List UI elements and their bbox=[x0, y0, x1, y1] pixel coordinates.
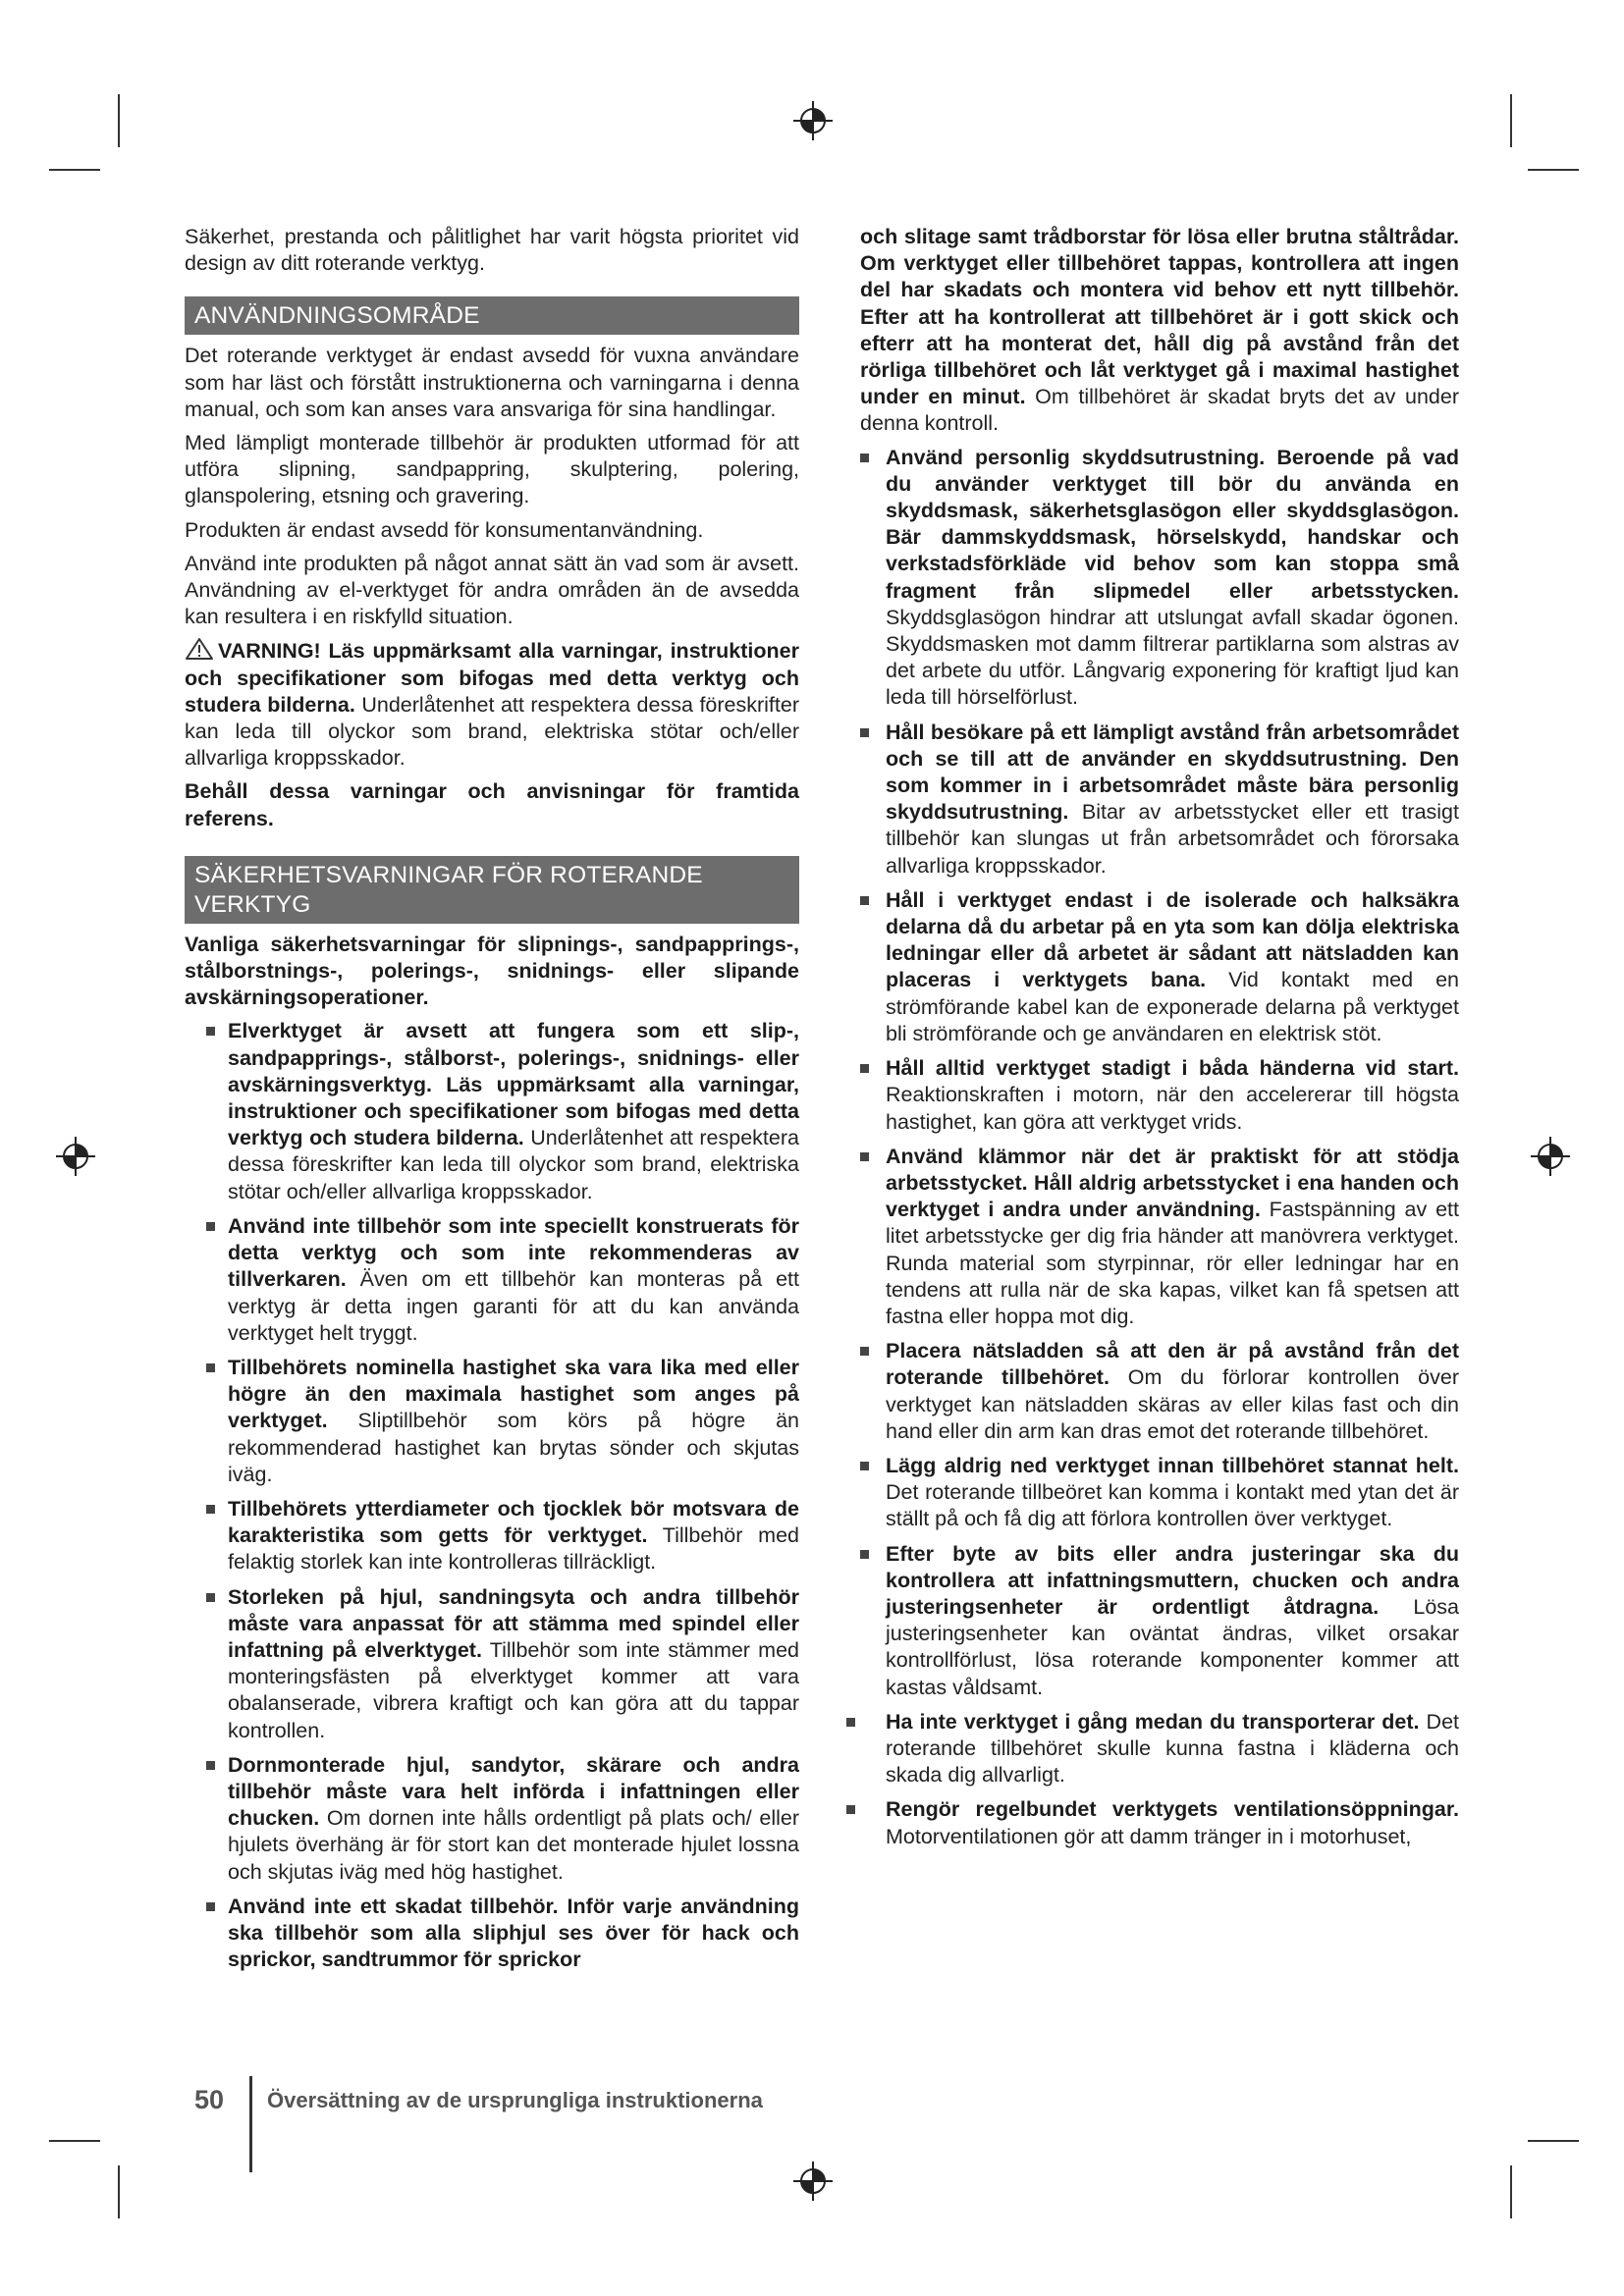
registration-mark-icon bbox=[791, 2160, 835, 2203]
continued-paragraph bbox=[860, 224, 1459, 438]
continued-text: Om tillbehöret är skadat bryts det av under denna kontroll. bbox=[860, 385, 1460, 436]
item-bold: Håll besökare på ett lämpligt avstånd från arbetsområdet och se till att de använder en skyddsutrustning. Den som kommer in i arbetsområdet måste bära personlig skyddsutrustning. bbox=[886, 720, 1459, 825]
usage-paragraph: Använd inte produkten på något annat sätt än vad som är avsett. Användning av el-verktyget för andra områden än de avsedda kan resultera i en riskfylld situation. bbox=[185, 551, 799, 629]
list-item bbox=[860, 887, 1459, 1047]
item-bold: Storleken på hjul, sandningsyta och andra tillbehör måste vara anpassat för att stämma med spindel eller infattning på elverktyget. bbox=[228, 1584, 799, 1662]
item-text: Även om ett tillbehör kan monteras på ett verktyg är detta ingen garanti för att du kan använda verktyget helt tryggt. bbox=[228, 1267, 799, 1345]
bullet-square-icon bbox=[860, 1550, 869, 1559]
list-item bbox=[192, 1213, 799, 1347]
crop-mark bbox=[49, 169, 100, 171]
bullet-square-icon bbox=[206, 1363, 215, 1372]
bullet-square-icon bbox=[206, 1222, 215, 1231]
list-item bbox=[860, 1541, 1459, 1701]
footer-title: Översättning av de ursprungliga instruktionerna bbox=[267, 2088, 763, 2112]
list-item bbox=[192, 1355, 799, 1488]
left-column bbox=[185, 224, 799, 1981]
item-bold: Lägg aldrig ned verktyget innan tillbehöret stannat helt. bbox=[886, 1453, 1459, 1477]
list-item bbox=[192, 1018, 799, 1204]
crop-mark bbox=[1510, 2165, 1512, 2218]
item-text: Underlåtenhet att respektera dessa föreskrifter kan leda till olyckor som brand, elektriska stötar och/eller allvarliga kroppsskador. bbox=[228, 1126, 799, 1203]
list-item bbox=[846, 1709, 1459, 1789]
safety-list bbox=[185, 1018, 799, 1973]
bullet-square-icon bbox=[206, 1027, 215, 1036]
keep-instructions bbox=[185, 778, 799, 831]
item-bold: Håll i verktyget endast i de isolerade och halksäkra delarna då du arbetar på en yta som kan dölja elektriska ledningar eller då arbetet är sådant att nätsladden kan placeras i verktygets bana. bbox=[886, 887, 1459, 992]
warning-triangle-icon bbox=[185, 637, 214, 661]
list-item bbox=[860, 1055, 1459, 1136]
bullet-square-icon bbox=[860, 1462, 869, 1470]
crop-mark bbox=[1510, 94, 1512, 147]
usage-paragraph: Det roterande verktyget är endast avsedd för vuxna användare som har läst och förstått instruktionerna och varningarna i denna manual, och som kan anses vara ansvariga för sina handlingar. bbox=[185, 344, 799, 421]
crop-mark bbox=[49, 2140, 100, 2142]
bullet-square-icon bbox=[860, 896, 869, 905]
item-text: Lösa justeringsenheter kan oväntat ändras, vilket orsakar kontrollförlust, lösa roterande komponenter kommer att kastas våldsamt. bbox=[886, 1594, 1459, 1699]
safety-lead-bold: Vanliga säkerhetsvarningar för slipnings-, sandpapprings-, stålborstnings-, polerings-, snidnings- eller slipande avskärningsoperationer. bbox=[185, 932, 799, 1010]
bullet-square-icon bbox=[860, 1152, 869, 1161]
crop-mark bbox=[1528, 169, 1579, 171]
usage-paragraph: Produkten är endast avsedd för konsumentanvändning. bbox=[185, 517, 704, 542]
item-bold: Använd inte ett skadat tillbehör. Inför varje användning ska tillbehör som alla sliphjul ses över för hack och sprickor, sandtrummor för sprickor bbox=[228, 1894, 799, 1972]
list-item bbox=[860, 1338, 1459, 1445]
list-item bbox=[860, 720, 1459, 880]
bullet-square-icon bbox=[860, 1064, 869, 1073]
list-item bbox=[192, 1496, 799, 1576]
item-bold: Tillbehörets nominella hastighet ska vara lika med eller högre än den maximala hastighet som anges på verktyget. bbox=[228, 1355, 799, 1433]
section-heading-usage: ANVÄNDNINGSOMRÅDE bbox=[185, 296, 799, 335]
item-text: Fastspänning av ett litet arbetsstycke ger dig fria händer att manövrera verktyget. Runda material som styrpinnar, rör eller ledningar har en tendens att rulla när de ska kapas, vilket kan få spetsen att fastna eller hoppa mot dig. bbox=[886, 1198, 1459, 1328]
registration-mark-icon bbox=[1529, 1135, 1572, 1178]
bullet-square-icon bbox=[206, 1761, 215, 1770]
bullet-square-icon bbox=[860, 454, 869, 462]
list-item bbox=[846, 1796, 1459, 1849]
item-bold: Dornmonterade hjul, sandytor, skärare och andra tillbehör måste vara helt införda i infattningen eller chucken. bbox=[228, 1752, 799, 1831]
item-bold: Använd personlig skyddsutrustning. Beroende på vad du använder verktyget till bör du använda en skyddsmask, säkerhetsglasögon eller skyddsglasögon. Bär dammskyddsmask, hörselskydd, handskar och verkstadsförkläde vid behov som kan stoppa små fragment från slipmedel eller arbetsstycken. bbox=[886, 445, 1459, 603]
item-bold: Rengör regelbundet verktygets ventilationsöppningar. bbox=[886, 1797, 1459, 1822]
item-text: Sliptillbehör som körs på högre än rekommenderad hastighet kan brytas sönder och skjutas iväg. bbox=[228, 1409, 799, 1486]
usage-paragraph: Med lämpligt monterade tillbehör är produkten utformad för att utföra slipning, sandpappring, skulptering, polering, glanspolering, etsning och gravering. bbox=[185, 431, 799, 508]
item-text: Reaktionskraften i motorn, när den accelererar till högsta hastighet, kan göra att verktyget vrids. bbox=[886, 1083, 1459, 1134]
item-text: Det roterande tillbeöret kan komma i kontakt med ytan det är ställt på och få dig att förlora kontrollen över verktyget. bbox=[886, 1480, 1459, 1531]
warning-paragraph bbox=[185, 637, 799, 772]
list-item bbox=[192, 1752, 799, 1886]
safety-lead bbox=[185, 932, 799, 1012]
item-bold: Håll alltid verktyget stadigt i båda händerna vid start. bbox=[886, 1056, 1459, 1081]
bullet-square-icon bbox=[206, 1505, 215, 1514]
item-bold: Placera nätsladden så att den är på avstånd från det roterande tillbehöret. bbox=[886, 1339, 1459, 1390]
bullet-square-icon bbox=[860, 728, 869, 737]
item-text: Tillbehör som inte stämmer med monteringsfästen på elverktyget kommer att vara obalanserade, vibrera kraftigt och kan göra att du tappar kontrollen. bbox=[228, 1637, 800, 1742]
bullet-square-icon bbox=[846, 1805, 855, 1814]
page-number: 50 bbox=[194, 2085, 225, 2114]
item-text: Det roterande tillbehöret skulle kunna fastna i kläderna och skada dig allvarligt. bbox=[886, 1709, 1459, 1788]
item-text: Bitar av arbetsstycket eller ett trasigt tillbehör kan slungas ut från arbetsområdet och förorsaka allvarliga kroppsskador. bbox=[886, 800, 1459, 878]
item-bold: Elverktyget är avsett att fungera som ett slip-, sandpapprings-, stålborst-, polerings-, snidnings- eller avskärningsverktyg. Läs uppmärksamt alla varningar, instruktioner och specifikationer som bifogas med detta verktyg och studera bilderna. bbox=[228, 1019, 799, 1150]
list-item bbox=[192, 1584, 799, 1744]
warning-bold: VARNING! Läs uppmärksamt alla varningar, instruktioner och specifikationer som bifogas med detta verktyg och studera bilderna. bbox=[185, 639, 799, 717]
continued-bold: och slitage samt trådborstar för lösa eller brutna ståltrådar. Om verktyget eller tillbehöret tappas, kontrollera att ingen del har skadats och montera vid behov ett nytt tillbehör. Efter att ha kontrollerat att tillbehöret är i gott skick och efterr att ha monterat det, håll dig på avstånd från det rörliga tillbehöret och låt verktyget gå i maximal hastighet under en minut. bbox=[860, 225, 1459, 409]
item-bold: Tillbehörets ytterdiameter och tjocklek bör motsvara de karakteristika som getts för verktyget. bbox=[228, 1496, 799, 1548]
bullet-square-icon bbox=[860, 1347, 869, 1356]
safety-list-right bbox=[860, 445, 1459, 1850]
list-item bbox=[860, 445, 1459, 712]
item-text: Om dornen inte hålls ordentligt på plats och/ eller hjulets överhäng är för stort kan det monterade hjulet lossna och skjutas iväg med hög hastighet. bbox=[228, 1806, 799, 1884]
bullet-square-icon bbox=[206, 1593, 215, 1602]
item-text: Vid kontakt med en strömförande kabel kan de exponerade delarna på verktyget bli strömförande och ge användaren en elektrisk stöt. bbox=[886, 968, 1459, 1045]
item-text: Motorventilationen gör att damm tränger in i motorhuset, bbox=[886, 1824, 1412, 1848]
keep-instructions-bold: Behåll dessa varningar och anvisningar för framtida referens. bbox=[185, 779, 799, 830]
item-text: Om du förlorar kontrollen över verktyget kan nätsladden skäras av eller kilas fast och din hand eller din arm kan dras emot det roterande tillbehöret. bbox=[886, 1365, 1459, 1443]
crop-mark bbox=[118, 2165, 120, 2218]
bullet-square-icon bbox=[846, 1718, 855, 1727]
item-bold: Använd inte tillbehör som inte speciellt konstruerats för detta verktyg och som inte rekommenderas av tillverkaren. bbox=[228, 1213, 799, 1292]
section-heading-safety: SÄKERHETSVARNINGAR FÖR ROTERANDE VERKTYG bbox=[185, 856, 799, 924]
list-item bbox=[192, 1894, 799, 1974]
registration-mark-icon bbox=[54, 1135, 97, 1178]
list-item bbox=[860, 1144, 1459, 1330]
crop-mark bbox=[118, 94, 120, 147]
item-text: Tillbehör med felaktig storlek kan inte kontrolleras tillräckligt. bbox=[228, 1523, 799, 1575]
item-bold: Använd klämmor när det är praktiskt för att stödja arbetsstycket. Håll aldrig arbetsstycket i ena handen och verktyget i andra under användning. bbox=[886, 1144, 1459, 1222]
right-column bbox=[860, 224, 1459, 1858]
crop-mark bbox=[1528, 2140, 1579, 2142]
intro-text: Säkerhet, prestanda och pålitlighet har varit högsta prioritet vid design av ditt roterande verktyg. bbox=[185, 225, 799, 276]
list-item bbox=[860, 1453, 1459, 1533]
item-bold: Ha inte verktyget i gång medan du transporterar det. bbox=[886, 1709, 1420, 1734]
warning-text: Underlåtenhet att respektera dessa föreskrifter kan leda till olyckor som brand, elektriska stötar och/eller allvarliga kroppsskador. bbox=[185, 692, 799, 771]
item-bold: Efter byte av bits eller andra justeringar ska du kontrollera att infattningsmuttern, chucken och andra justeringsenheter är ordentligt åtdragna. bbox=[886, 1541, 1459, 1619]
item-text: Skyddsglasögon hindrar att utslungat avfall skadar ögonen. Skyddsmasken mot damm filtrerar partiklarna som alstras av det arbete du utför. Långvarig exponering för kraftigt ljud kan leda till hörselförlust. bbox=[886, 605, 1459, 710]
bullet-square-icon bbox=[206, 1902, 215, 1911]
footer-divider bbox=[249, 2076, 252, 2172]
registration-mark-icon bbox=[791, 99, 835, 142]
